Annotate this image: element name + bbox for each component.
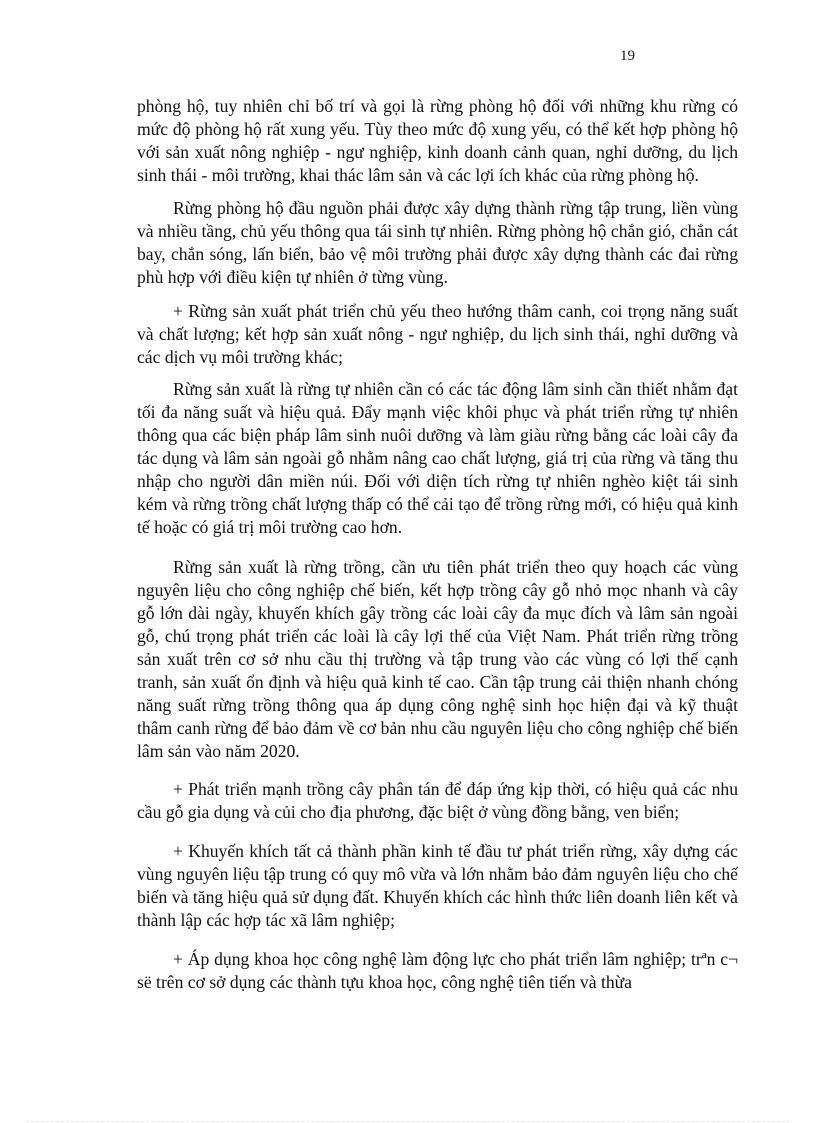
paragraph: Rừng sản xuất là rừng trồng, cần ưu tiên phát triển theo quy hoạch các vùng nguyên liệu cho công nghiệp chế biến, kết hợp trồng cây gỗ nhỏ mọc nhanh và cây gỗ lớn dài ngày, khuyến khích gây trồng các loài cây đa mục đích và lâm sản ngoài gỗ, chú trọng phát triển các loài là cây lợi thế của Việt Nam. Phát triển rừng trồng sản xuất trên cơ sở nhu cầu thị trường và tập trung vào các vùng có lợi thế cạnh tranh, sản xuất ổn định và hiệu quả kinh tế cao. Cần tập trung cải thiện nhanh chóng năng suất rừng trồng thông qua áp dụng công nghệ sinh học hiện đại và kỹ thuật thâm canh rừng để bảo đảm về cơ bản nhu cầu nguyên liệu cho công nghiệp chế biến lâm sản vào năm 2020. (137, 557, 738, 761)
paragraph: + Áp dụng khoa học công nghệ làm động lực cho phát triển lâm nghiệp; trªn c¬ së trên cơ sở dụng các thành tựu khoa học, công nghệ tiên tiến và thừa (137, 949, 738, 992)
paragraph: Rừng phòng hộ đầu nguồn phải được xây dựng thành rừng tập trung, liền vùng và nhiều tầng, chủ yếu thông qua tái sinh tự nhiên. Rừng phòng hộ chắn gió, chắn cát bay, chắn sóng, lấn biển, bảo vệ môi trường phải được xây dựng thành các đai rừng phù hợp với điều kiện tự nhiên ở từng vùng. (137, 198, 738, 287)
paragraph: + Rừng sản xuất phát triển chủ yếu theo hướng thâm canh, coi trọng năng suất và chất lượng; kết hợp sản xuất nông - ngư nghiệp, du lịch sinh thái, nghỉ dưỡng và các dịch vụ môi trường khác; (137, 301, 738, 367)
document-body (137, 95, 738, 994)
page-bottom-divider (26, 1121, 790, 1122)
paragraph: Rừng sản xuất là rừng tự nhiên cần có các tác động lâm sinh cần thiết nhằm đạt tối đa năng suất và hiệu quả. Đẩy mạnh việc khôi phục và phát triển rừng tự nhiên thông qua các biện pháp lâm sinh nuôi dưỡng và làm giàu rừng bằng các loài cây đa tác dụng và lâm sản ngoài gỗ nhằm nâng cao chất lượng, giá trị của rừng và tăng thu nhập cho người dân miền núi. Đối với diện tích rừng tự nhiên nghèo kiệt tái sinh kém và rừng trồng chất lượng thấp có thể cải tạo để trồng rừng mới, có hiệu quả kinh tế hoặc có giá trị môi trường cao hơn. (137, 379, 738, 537)
paragraph: + Khuyến khích tất cả thành phần kinh tế đầu tư phát triển rừng, xây dựng các vùng nguyên liệu tập trung có quy mô vừa và lớn nhằm bảo đảm nguyên liệu cho chế biến và tăng hiệu quả sử dụng đất. Khuyến khích các hình thức liên doanh liên kết và thành lập các hợp tác xã lâm nghiệp; (137, 841, 738, 930)
paragraph: + Phát triển mạnh trồng cây phân tán để đáp ứng kịp thời, có hiệu quả các nhu cầu gỗ gia dụng và củi cho địa phương, đặc biệt ở vùng đồng bằng, ven biển; (137, 779, 738, 822)
paragraph: phòng hộ, tuy nhiên chỉ bố trí và gọi là rừng phòng hộ đối với những khu rừng có mức độ phòng hộ rất xung yếu. Tùy theo mức độ xung yếu, có thể kết hợp phòng hộ với sản xuất nông nghiệp - ngư nghiệp, kinh doanh cảnh quan, nghỉ dưỡng, du lịch sinh thái - môi trường, khai thác lâm sản và các lợi ích khác của rừng phòng hộ. (137, 96, 738, 185)
page-number: 19 (620, 48, 635, 64)
